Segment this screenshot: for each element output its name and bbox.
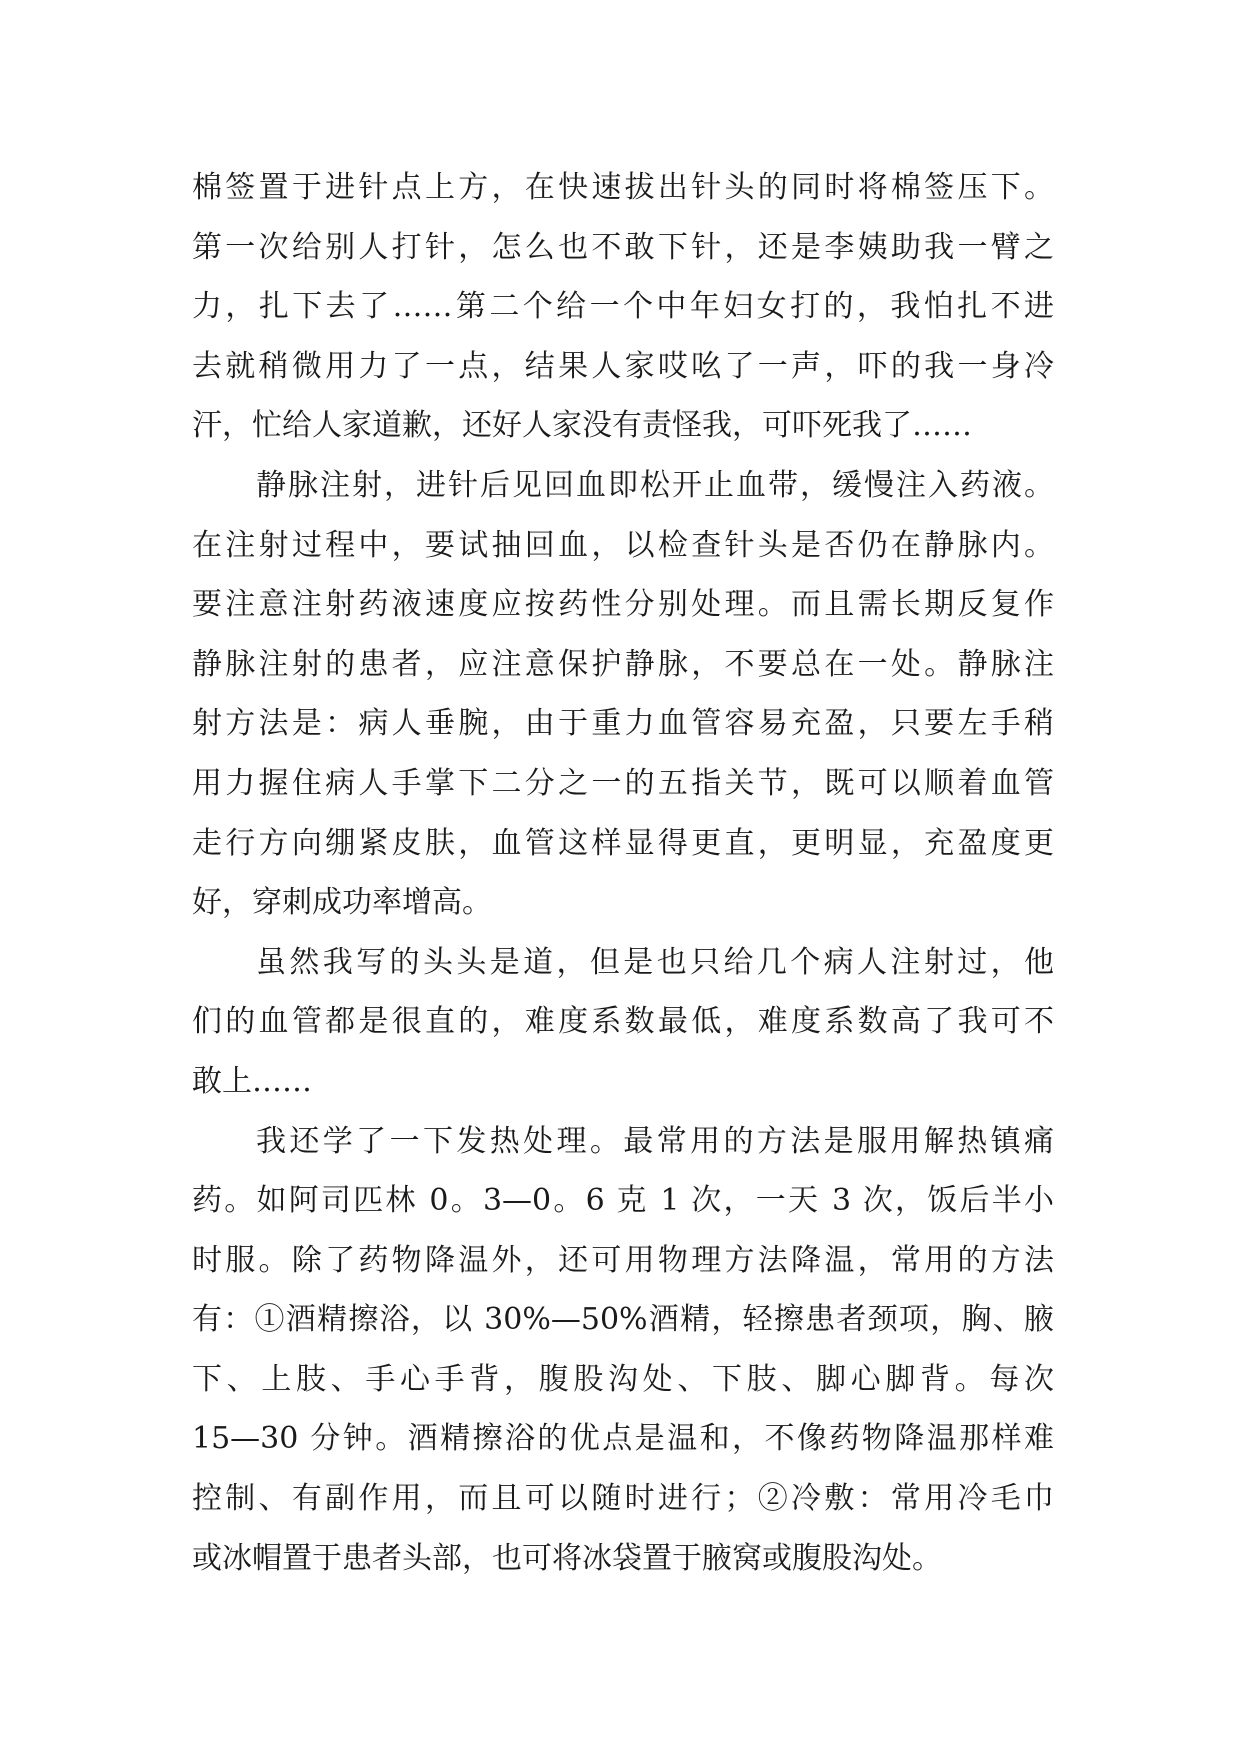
text-line: 下、上肢、手心手背，腹股沟处、下肢、脚心脚背。每次 <box>192 1361 1054 1397</box>
text-line: 用力握住病人手掌下二分之一的五指关节，既可以顺着血管 <box>192 765 1054 801</box>
text-line: 汗，忙给人家道歉，还好人家没有责怪我，可吓死我了…… <box>192 408 972 444</box>
text-line: 控制、有副作用，而且可以随时进行；②冷敷：常用冷毛巾 <box>192 1481 1054 1517</box>
text-line: 敢上…… <box>192 1063 312 1099</box>
body-text <box>192 158 1054 1588</box>
text-line: 走行方向绷紧皮肤，血管这样显得更直，更明显，充盈度更 <box>192 825 1054 861</box>
text-line: 在注射过程中，要试抽回血，以检查针头是否仍在静脉内。 <box>192 527 1054 563</box>
text-line: 我还学了一下发热处理。最常用的方法是服用解热镇痛 <box>256 1123 1054 1159</box>
text-line: 要注意注射药液速度应按药性分别处理。而且需长期反复作 <box>192 587 1054 623</box>
text-line: 或冰帽置于患者头部，也可将冰袋置于腋窝或腹股沟处。 <box>192 1540 942 1576</box>
text-line: 药。如阿司匹林 0。3—0。6 克 1 次，一天 3 次，饭后半小 <box>192 1183 1054 1219</box>
text-line: 好，穿刺成功率增高。 <box>192 885 492 921</box>
text-line: 15—30 分钟。酒精擦浴的优点是温和，不像药物降温那样难 <box>192 1421 1054 1457</box>
text-line: 静脉注射的患者，应注意保护静脉，不要总在一处。静脉注 <box>192 646 1054 682</box>
text-line: 静脉注射，进针后见回血即松开止血带，缓慢注入药液。 <box>256 467 1054 503</box>
text-line: 有：①酒精擦浴，以 30%—50%酒精，轻擦患者颈项，胸、腋 <box>192 1302 1054 1338</box>
text-line: 棉签置于进针点上方，在快速拔出针头的同时将棉签压下。 <box>192 170 1054 205</box>
text-line: 第一次给别人打针，怎么也不敢下针，还是李姨助我一臂之 <box>192 229 1054 265</box>
text-line: 时服。除了药物降温外，还可用物理方法降温，常用的方法 <box>192 1242 1054 1278</box>
text-line: 们的血管都是很直的，难度系数最低，难度系数高了我可不 <box>192 1004 1054 1040</box>
text-line: 力，扎下去了……第二个给一个中年妇女打的，我怕扎不进 <box>192 289 1054 325</box>
text-line: 去就稍微用力了一点，结果人家哎吆了一声，吓的我一身冷 <box>192 348 1054 384</box>
text-line: 射方法是：病人垂腕，由于重力血管容易充盈，只要左手稍 <box>192 706 1054 742</box>
text-line: 虽然我写的头头是道，但是也只给几个病人注射过，他 <box>256 944 1054 980</box>
